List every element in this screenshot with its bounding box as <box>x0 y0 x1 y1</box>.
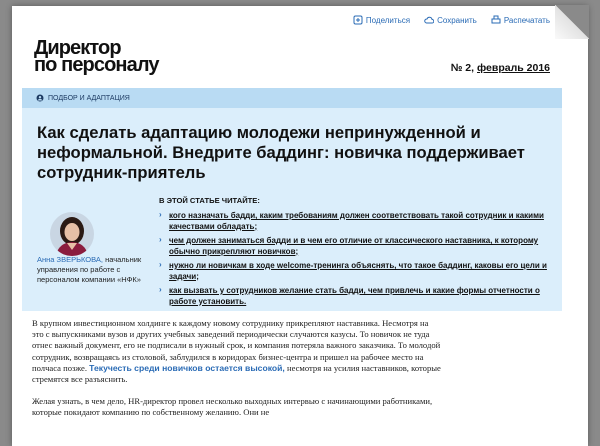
save-label: Сохранить <box>437 15 477 25</box>
rubric-person-icon <box>36 94 44 102</box>
share-button[interactable] <box>353 15 410 25</box>
highlight-link[interactable]: Текучесть среди новичков остается высокой, <box>89 362 285 373</box>
logo-line-1: Директор <box>34 37 121 59</box>
magazine-logo[interactable] <box>34 37 159 76</box>
issue-date-link[interactable]: февраль 2016 <box>477 62 550 74</box>
share-label: Поделиться <box>365 15 411 25</box>
author-avatar <box>50 212 94 256</box>
toc-item[interactable]: › как вызвать у сотрудников желание стать бадди, чем привлечь и какие формы отчетности о работе установить. <box>159 286 559 307</box>
toc-item[interactable]: › кого назначать бадди, каким требованиям должен соответствовать такой сотрудник и какими качествами обладать; <box>159 211 559 232</box>
toc-item[interactable]: › чем должен заниматься бадди и в чем его отличие от классического наставника, к которому обычно прикрепляют новичков; <box>159 236 559 257</box>
print-label: Распечатать <box>503 15 550 25</box>
issue-info <box>451 62 550 74</box>
save-button[interactable] <box>424 15 477 25</box>
article-header-block <box>22 88 562 311</box>
rubric-bar <box>22 88 562 108</box>
document-page <box>12 6 588 446</box>
print-button[interactable] <box>491 15 550 25</box>
document-toolbar <box>353 15 550 25</box>
author-name[interactable]: Анна ЗВЕРЬКОВА, <box>37 255 103 264</box>
issue-number: № 2, <box>450 62 475 74</box>
author-block <box>37 255 149 285</box>
body-paragraph-1: В крупном инвестиционном холдинге к каждому новому сотруднику прикрепляют наставника. Несмотря на это с выпускниками вузов и других учебных заведений периодически случаются казусы. То новичок не туда отнес важный документ, его не подписали в нужный срок, и компания потеряла важного заказчика. То молодой сотрудник, возвращаясь из столовой, заблудился в коридорах бизнес-центра и пришел на рабочее место на полчаса позже. Текучесть среди новичков остается высокой, несмотря на усилия наставников, которые стремятся все разъяснить. <box>32 318 441 385</box>
cloud-icon <box>424 15 434 25</box>
author-role: начальник управления по работе с персоналом компании «НФК» <box>37 255 142 284</box>
rubric-label[interactable]: ПОДБОР И АДАПТАЦИЯ <box>48 94 130 102</box>
logo-line-2: по персоналу <box>34 54 159 76</box>
article-title: Как сделать адаптацию молодежи непринужденной и неформальной. Внедрите баддинг: новичка поддерживает сотрудник-приятель <box>37 123 525 182</box>
share-icon <box>353 15 363 25</box>
body-paragraph-2: Желая узнать, в чем дело, HR-директор провел несколько выходных интервью с начинающими работниками, которые покидают компанию по собственному желанию. Они не <box>32 396 433 418</box>
article-body <box>32 318 442 430</box>
printer-icon <box>491 15 501 25</box>
toc-heading: В ЭТОЙ СТАТЬЕ ЧИТАЙТЕ: <box>159 196 260 205</box>
toc-list <box>159 211 559 311</box>
page-corner-fold <box>555 5 589 39</box>
toc-item[interactable]: › нужно ли новичкам в ходе welcome-тренинга объяснять, что такое баддинг, каковы его цели и задачи; <box>159 261 559 282</box>
